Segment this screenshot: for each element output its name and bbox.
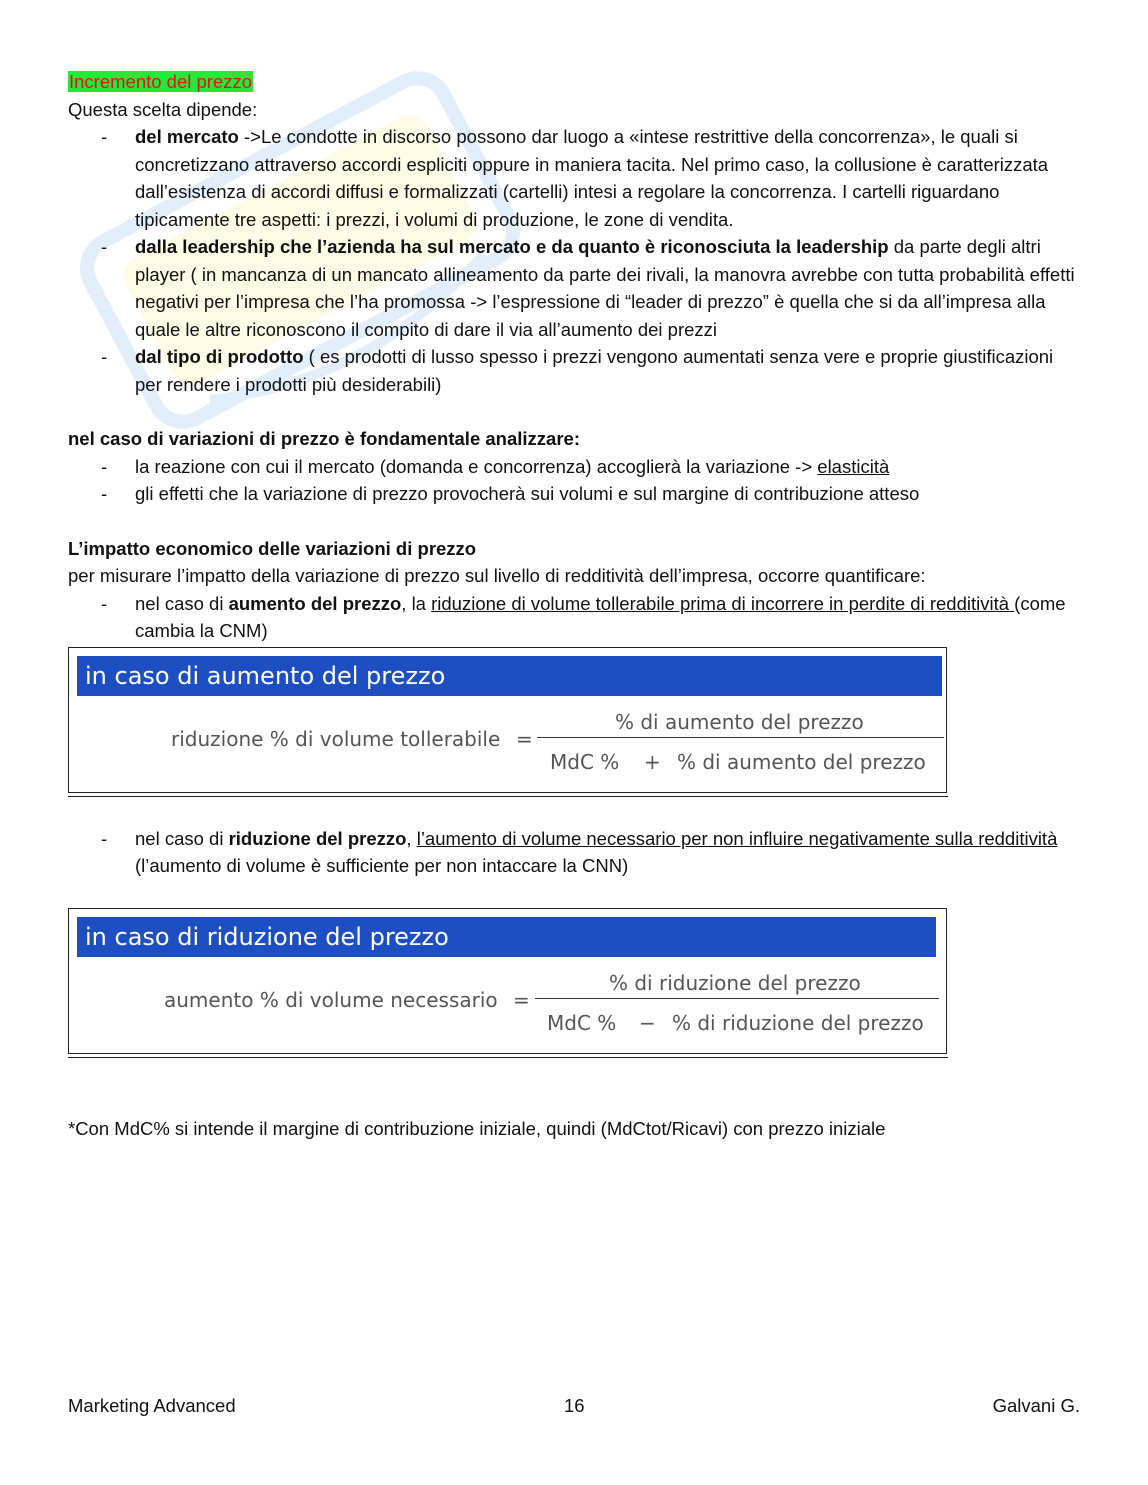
formula-increase-box xyxy=(68,647,947,793)
intro-text: Questa scelta dipende: xyxy=(68,98,258,120)
list-item: - nel caso di riduzione del prezzo, l’aumento di volume necessario per non influire negativamente sulla redditività (l’aumento di volume è sufficiente per non intaccare la CNN) xyxy=(135,825,1080,880)
formula-equals: = xyxy=(516,726,533,751)
decrease-list xyxy=(68,825,1080,880)
formula-body xyxy=(69,696,946,792)
section-title: Incremento del prezzo xyxy=(69,71,253,92)
variation-heading: nel caso di variazioni di prezzo è fondamentale analizzare: xyxy=(68,428,580,449)
formula-den-left: MdC % xyxy=(547,1010,617,1035)
list-item: - del mercato ->Le condotte in discorso possono dar luogo a «intese restrittive della concorrenza», le quali si concretizzano attraverso accordi espliciti oppure in maniera tacita. Nel primo caso, la collusione è caratterizzata dall’esistenza di accordi diffusi e formalizzati (cartelli) intesi a regolare la concorrenza. I cartelli riguardano tipicamente tre aspetti: i prezzi, i volumi di produzione, le zone di vendita. xyxy=(135,123,1080,233)
impact-heading: L’impatto economico delle variazioni di prezzo xyxy=(68,537,477,559)
footer-course: Marketing Advanced xyxy=(68,1395,236,1416)
formula-body xyxy=(69,957,946,1053)
formula-numerator: % di riduzione del prezzo xyxy=(609,970,861,995)
list-item: - dal tipo di prodotto ( es prodotti di lusso spesso i prezzi vengono aumentati senza vere e proprie giustificazioni per rendere i prodotti più desiderabili) xyxy=(135,343,1080,398)
list-item: - la reazione con cui il mercato (domanda e concorrenza) accoglierà la variazione -> elasticità xyxy=(135,453,1080,481)
document-page xyxy=(68,68,1080,1142)
page-footer xyxy=(68,1392,1080,1420)
list-item: - gli effetti che la variazione di prezzo provocherà sui volumi e sul margine di contribuzione atteso xyxy=(135,480,1080,508)
choice-list xyxy=(68,123,1080,398)
formula-den-op: + xyxy=(644,749,661,774)
increase-list xyxy=(68,590,1080,645)
formula-lhs: riduzione % di volume tollerabile xyxy=(171,726,501,751)
formula-den-right: % di riduzione del prezzo xyxy=(672,1010,924,1035)
formula-decrease-box xyxy=(68,908,947,1054)
fraction-bar xyxy=(535,998,939,999)
formula-header: in caso di aumento del prezzo xyxy=(77,656,942,696)
formula-numerator: % di aumento del prezzo xyxy=(615,709,864,734)
formula-header: in caso di riduzione del prezzo xyxy=(77,917,936,957)
formula-den-op: − xyxy=(639,1010,656,1035)
footnote: *Con MdC% si intende il margine di contribuzione iniziale, quindi (MdCtot/Ricavi) con prezzo iniziale xyxy=(68,1117,886,1139)
formula-den-right: % di aumento del prezzo xyxy=(677,749,926,774)
footer-author: Galvani G. xyxy=(992,1395,1080,1416)
page-number: 16 xyxy=(564,1395,585,1416)
impact-intro: per misurare l’impatto della variazione di prezzo sul livello di redditività dell’impresa, occorre quantificare: xyxy=(68,565,926,586)
formula-lhs: aumento % di volume necessario xyxy=(164,987,498,1012)
list-item: - dalla leadership che l’azienda ha sul mercato e da quanto è riconosciuta la leadership da parte degli altri player ( in mancanza di un mancato allineamento da parte dei rivali, la manovra avrebbe con tutta probabilità effetti negativi per l’impresa che l’ha promossa -> l’espressione di “leader di prezzo” è quella che si da all’impresa alla quale le altre riconoscono il compito di dare il via all’aumento dei prezzi xyxy=(135,233,1080,343)
variation-list xyxy=(68,453,1080,508)
formula-den-left: MdC % xyxy=(550,749,620,774)
formula-equals: = xyxy=(513,987,530,1012)
list-item: - nel caso di aumento del prezzo, la riduzione di volume tollerabile prima di incorrere in perdite di redditività (come cambia la CNM) xyxy=(135,590,1080,645)
fraction-bar xyxy=(537,737,944,738)
